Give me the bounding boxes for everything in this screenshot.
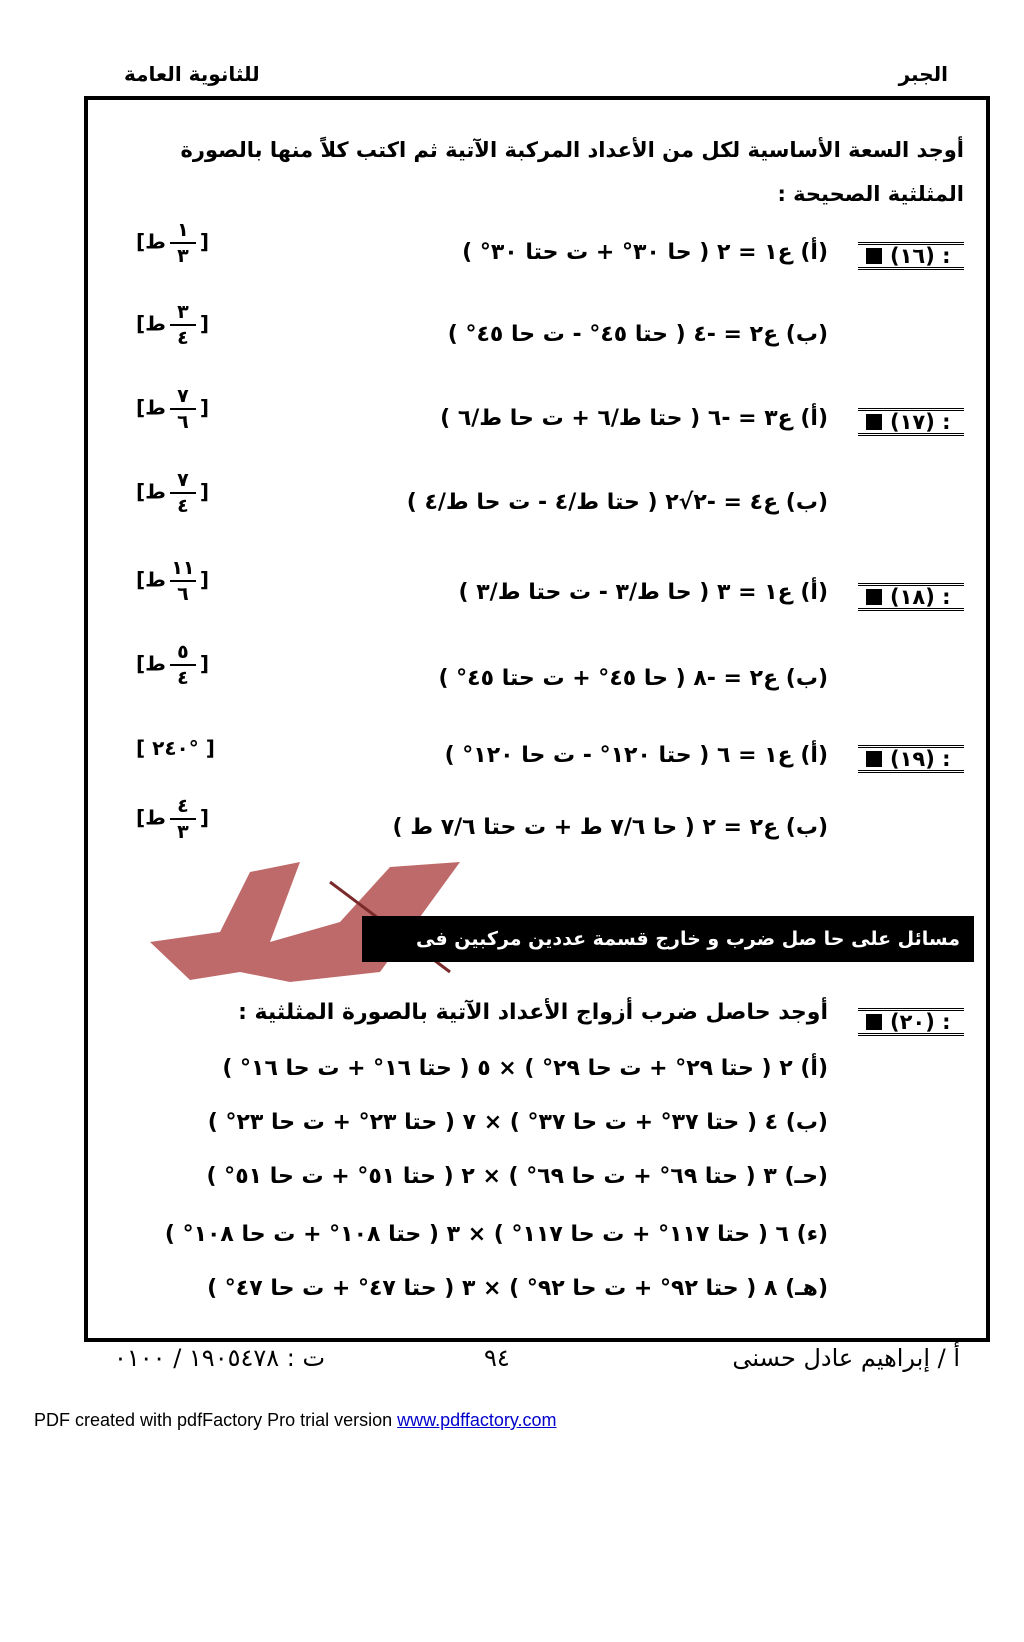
answer: [ط $\frac{٧}{٤}$ ]	[136, 469, 210, 517]
header-subject: الجبر	[898, 62, 948, 86]
question-label: (١٩) :	[858, 745, 964, 773]
question-label: (٢٠) :	[858, 1008, 964, 1036]
product-line: (حـ) ٣ ( حتا ٦٩° + ت حا ٦٩° ) × ٢ ( حتا ٥١° + ت حا ٥١° )	[206, 1164, 828, 1189]
product-line: (أ) ٢ ( حتا ٢٩° + ت حا ٢٩° ) × ٥ ( حتا ١٦° + ت حا ١٦° )	[222, 1056, 828, 1081]
answer: [ط $\frac{٥}{٤}$ ]	[136, 641, 210, 689]
product-line: (ب) ٤ ( حتا ٣٧° + ت حا ٣٧° ) × ٧ ( حتا ٢٣° + ت حا ٢٣° )	[207, 1110, 828, 1135]
answer: [ط $\frac{٧}{٦}$ ]	[136, 385, 210, 433]
intro-text: أوجد السعة الأساسية لكل من الأعداد المركبة الآتية ثم اكتب كلاً منها بالصورة المثلثية الصحيحة :	[180, 138, 964, 206]
equation: (ب) ع٢ = -٨ ( حا ٤٥° + ت حتا ٤٥° )	[438, 666, 828, 691]
product-line: (ء) ٦ ( حتا ١١٧° + ت حا ١١٧° ) × ٣ ( حتا ١٠٨° + ت حا ١٠٨° )	[164, 1222, 828, 1247]
pdf-note: PDF created with pdfFactory Pro trial version www.pdffactory.com	[34, 1410, 557, 1430]
equation: (أ) ع١ = ٢ ( حا ٣٠° + ت حتا ٣٠° )	[462, 240, 828, 265]
equation: (ب) ع٢ = -٤ ( حتا ٤٥° - ت حا ٤٥° )	[447, 322, 828, 347]
header-level: للثانوية العامة	[124, 62, 260, 86]
answer: [ ٢٤٠° ]	[136, 736, 215, 760]
question-label: (١٦) :	[858, 242, 964, 270]
footer-author: أ / إبراهيم عادل حسنى	[732, 1344, 960, 1372]
equation: (أ) ع١ = ٣ ( حا ط/٣ - ت حتا ط/٣ )	[458, 580, 828, 605]
footer-phone: ت : ١٩٠٥٤٧٨ / ٠١٠٠	[114, 1344, 326, 1372]
question-label: (١٧) :	[858, 408, 964, 436]
section-banner: مسائل على حا صل ضرب و خارج قسمة عددين مركبين فى الصورة المثلثية :	[362, 916, 974, 962]
answer: [ط $\frac{١}{٣}$ ]	[136, 219, 210, 267]
equation: (أ) ع١ = ٦ ( حتا ١٢٠° - ت حا ١٢٠° )	[444, 743, 828, 768]
footer-page-number: ٩٤	[484, 1344, 510, 1372]
question-label: (١٨) :	[858, 583, 964, 611]
equation: (أ) ع٣ = -٦ ( حتا ط/٦ + ت حا ط/٦ )	[440, 406, 828, 431]
bullet-square-icon	[866, 414, 882, 430]
product-line: (هـ) ٨ ( حتا ٩٢° + ت حا ٩٢° ) × ٣ ( حتا ٤٧° + ت حا ٤٧° )	[207, 1276, 828, 1301]
pdffactory-link[interactable]: www.pdffactory.com	[397, 1410, 557, 1430]
equation: (ب) ع٤ = -٢√٢ ( حتا ط/٤ - ت حا ط/٤ )	[406, 490, 828, 515]
answer: [ط $\frac{٤}{٣}$ ]	[136, 795, 210, 843]
equation: (ب) ع٢ = ٢ ( حا ٧/٦ ط + ت حتا ٧/٦ ط )	[392, 815, 828, 840]
answer: [ط $\frac{١١}{٦}$ ]	[136, 557, 210, 605]
bullet-square-icon	[866, 589, 882, 605]
bullet-square-icon	[866, 1014, 882, 1030]
bullet-square-icon	[866, 248, 882, 264]
bullet-square-icon	[866, 751, 882, 767]
question-intro: أوجد حاصل ضرب أزواج الأعداد الآتية بالصورة المثلثية :	[238, 1000, 828, 1025]
answer: [ط $\frac{٣}{٤}$ ]	[136, 301, 210, 349]
